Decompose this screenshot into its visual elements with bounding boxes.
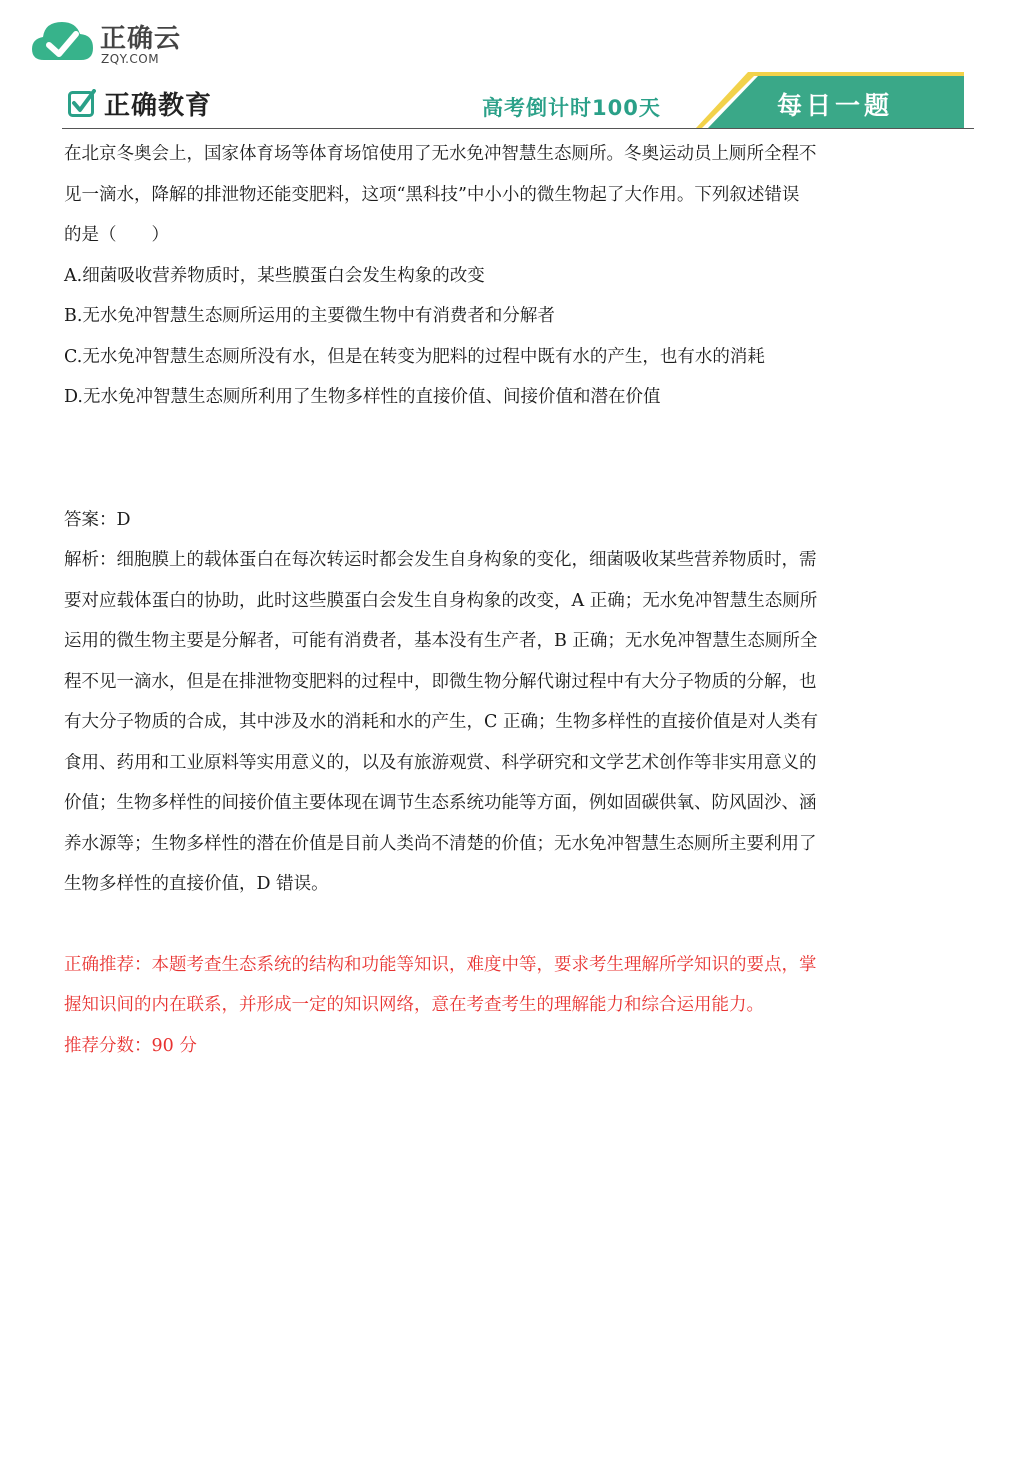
- countdown-text: 高考倒计时100天: [482, 96, 661, 120]
- logo-name: 正确云: [100, 24, 182, 54]
- zqy-logo[interactable]: [30, 14, 190, 74]
- option-d: D.无水免冲智慧生态厕所利用了生物多样性的直接价值、间接价值和潜在价值: [64, 387, 661, 407]
- analysis-line: 运用的微生物主要是分解者，可能有消费者，基本没有生产者，B 正确；无水免冲智慧生态厕所全: [64, 631, 818, 651]
- answer-label: 答案：D: [64, 509, 131, 530]
- option-b: B.无水免冲智慧生态厕所运用的主要微生物中有消费者和分解者: [64, 306, 555, 326]
- analysis-line: 养水源等；生物多样性的潜在价值是目前人类尚不清楚的价值；无水免冲智慧生态厕所主要利用了: [64, 833, 817, 854]
- recommendation-line: 正确推荐：本题考查生态系统的结构和功能等知识，难度中等，要求考生理解所学知识的要点，掌: [64, 954, 817, 975]
- brand: [68, 88, 213, 121]
- brand-title: 正确教育: [104, 90, 213, 121]
- checkbox-check-icon: [68, 89, 96, 117]
- analysis-line: 解析：细胞膜上的载体蛋白在每次转运时都会发生自身构象的变化，细菌吸收某些营养物质时，需: [64, 550, 817, 570]
- question-stem-line: 在北京冬奥会上，国家体育场等体育场馆使用了无水免冲智慧生态厕所。冬奥运动员上厕所全程不: [64, 144, 817, 164]
- option-a: A.细菌吸收营养物质时，某些膜蛋白会发生构象的改变: [64, 265, 485, 286]
- logo-domain: ZQY.COM: [101, 52, 160, 66]
- analysis-line: 程不见一滴水，但是在排泄物变肥料的过程中，即微生物分解代谢过程中有大分子物质的分解，也: [64, 671, 817, 692]
- question-content: [64, 134, 964, 1066]
- question-stem-line: 的是（ ）: [64, 225, 169, 245]
- spacer: [64, 905, 964, 945]
- page-header: [62, 72, 974, 130]
- analysis-line: 食用、药用和工业原料等实用意义的，以及有旅游观赏、科学研究和文学艺术创作等非实用意义的: [64, 752, 817, 773]
- analysis-line: 生物多样性的直接价值，D 错误。: [64, 874, 329, 894]
- recommended-score: 推荐分数：90 分: [64, 1035, 197, 1056]
- spacer: [64, 418, 964, 500]
- analysis-line: 要对应载体蛋白的协助，此时这些膜蛋白会发生自身构象的改变，A 正确；无水免冲智慧生态厕所: [64, 590, 818, 611]
- analysis-line: 价值；生物多样性的间接价值主要体现在调节生态系统功能等方面，例如固碳供氧、防风固沙、涵: [64, 793, 817, 813]
- cloud-check-icon: [30, 14, 96, 72]
- header-divider: [62, 128, 974, 129]
- daily-question-label: 每日一题: [777, 91, 894, 120]
- analysis-line: 有大分子物质的合成，其中涉及水的消耗和水的产生，C 正确；生物多样性的直接价值是对人类有: [64, 712, 818, 732]
- option-c: C.无水免冲智慧生态厕所没有水，但是在转变为肥料的过程中既有水的产生，也有水的消耗: [64, 346, 765, 367]
- recommendation-line: 握知识间的内在联系，并形成一定的知识网络，意在考查考生的理解能力和综合运用能力。: [64, 995, 764, 1015]
- question-stem-line: 见一滴水，降解的排泄物还能变肥料，这项“黑科技”中小小的微生物起了大作用。下列叙述错误: [64, 184, 800, 205]
